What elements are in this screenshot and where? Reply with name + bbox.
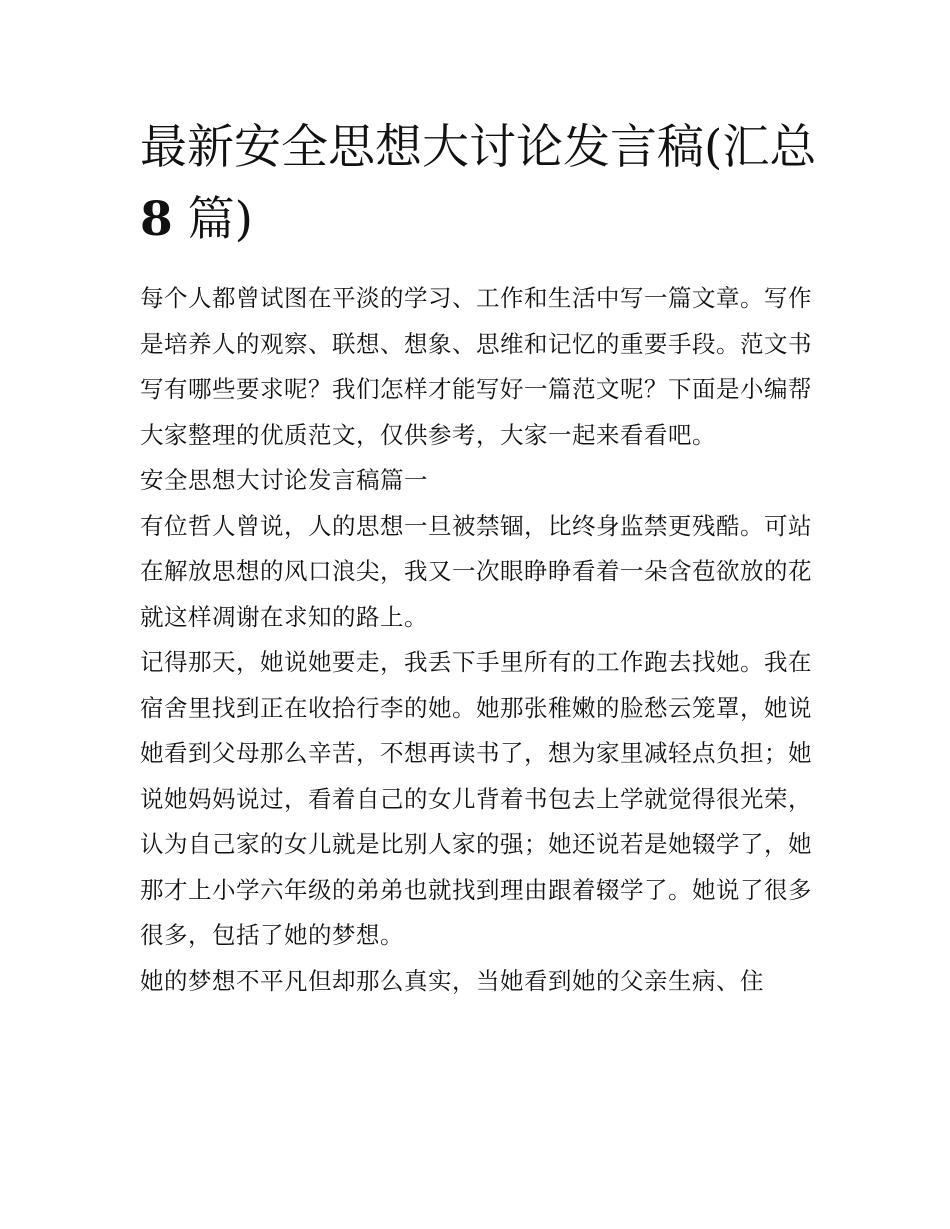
section-heading: 安全思想大讨论发言稿篇一 (140, 466, 428, 494)
document-body (140, 112, 820, 1004)
intro-paragraph: 每个人都曾试图在平淡的学习、工作和生活中写一篇文章。写作是培养人的观察、联想、想象、思维和记忆的重要手段。范文书写有哪些要求呢？我们怎样才能写好一篇范文呢？下面是小编帮大家整理的优质范文，仅供参考，大家一起来看看吧。 (140, 284, 812, 449)
body-paragraph-2: 记得那天，她说她要走，我丢下手里所有的工作跑去找她。我在宿舍里找到正在收拾行李的她。她那张稚嫩的脸愁云笼罩，她说她看到父母那么辛苦，不想再读书了，想为家里减轻点负担；她说她妈妈说过，看着自己的女儿背着书包去上学就觉得很光荣，认为自己家的女儿就是比别人家的强；她还说若是她辍学了，她那才上小学六年级的弟弟也就找到理由跟着辍学了。她说了很多很多，包括了她的梦想。 (140, 648, 812, 949)
title-text-part1: 最新安全思想大讨论发言稿(汇总 (140, 120, 817, 175)
title-text-part2: 篇) (172, 192, 253, 247)
body-paragraph-1: 有位哲人曾说，人的思想一旦被禁锢，比终身监禁更残酷。可站在解放思想的风口浪尖，我又一次眼睁睁看着一朵含苞欲放的花就这样凋谢在求知的路上。 (140, 511, 812, 631)
title-number: 8 (140, 192, 173, 247)
body-paragraph-3: 她的梦想不平凡但却那么真实，当她看到她的父亲生病、住 (140, 966, 764, 995)
document-title (140, 112, 820, 256)
